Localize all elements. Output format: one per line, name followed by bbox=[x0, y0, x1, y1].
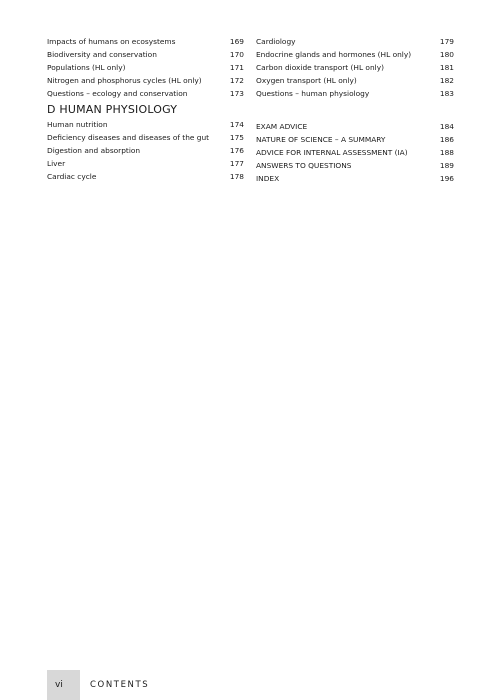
toc-entry-title: Digestion and absorption bbox=[47, 146, 141, 155]
toc-entry-title: Questions – ecology and conservation bbox=[47, 89, 188, 98]
toc-entry-page: 175 bbox=[229, 133, 244, 142]
toc-entry bbox=[47, 35, 244, 48]
toc-entry bbox=[256, 48, 454, 61]
toc-entry-page: 169 bbox=[229, 37, 244, 46]
contents-left-column bbox=[47, 35, 244, 183]
toc-entry-title: Biodiversity and conservation bbox=[47, 50, 157, 59]
toc-entry bbox=[47, 131, 244, 144]
toc-entry bbox=[47, 170, 244, 183]
toc-entry-page: 171 bbox=[229, 63, 244, 72]
toc-entry-title: Deficiency diseases and diseases of the gut bbox=[47, 133, 210, 142]
toc-entry bbox=[47, 157, 244, 170]
running-head: CONTENTS bbox=[90, 680, 150, 690]
toc-entry-title: ADVICE FOR INTERNAL ASSESSMENT (IA) bbox=[256, 148, 408, 157]
toc-entry-title: ANSWERS TO QUESTIONS bbox=[256, 161, 352, 170]
toc-entry-page: 184 bbox=[439, 122, 454, 131]
page-footer bbox=[0, 670, 500, 700]
toc-entry bbox=[256, 74, 454, 87]
toc-entry bbox=[256, 146, 454, 159]
toc-entry-page: 174 bbox=[229, 120, 244, 129]
folio-box bbox=[47, 670, 80, 700]
toc-entry-title: INDEX bbox=[256, 174, 280, 183]
toc-entry-page: 173 bbox=[229, 89, 244, 98]
toc-entry bbox=[256, 120, 454, 133]
toc-entry-title: EXAM ADVICE bbox=[256, 122, 308, 131]
toc-entry-page: 188 bbox=[439, 148, 454, 157]
toc-entry-page: 182 bbox=[439, 76, 454, 85]
toc-entry bbox=[256, 172, 454, 185]
toc-entry-page: 189 bbox=[439, 161, 454, 170]
toc-entry-title: Endocrine glands and hormones (HL only) bbox=[256, 50, 412, 59]
toc-entry-page: 181 bbox=[439, 63, 454, 72]
toc-entry bbox=[47, 87, 244, 100]
toc-entry bbox=[47, 118, 244, 131]
toc-entry-title: Nitrogen and phosphorus cycles (HL only) bbox=[47, 76, 202, 85]
toc-entry-title: Cardiac cycle bbox=[47, 172, 97, 181]
toc-entry bbox=[47, 144, 244, 157]
toc-entry-page: 196 bbox=[439, 174, 454, 183]
toc-entry bbox=[47, 61, 244, 74]
toc-entry-page: 172 bbox=[229, 76, 244, 85]
toc-entry bbox=[256, 87, 454, 100]
page-number: vi bbox=[55, 680, 63, 690]
section-gap bbox=[256, 100, 454, 120]
toc-entry-page: 178 bbox=[229, 172, 244, 181]
toc-entry-page: 177 bbox=[229, 159, 244, 168]
toc-entry-page: 183 bbox=[439, 89, 454, 98]
toc-entry-page: 180 bbox=[439, 50, 454, 59]
toc-entry bbox=[256, 133, 454, 146]
toc-entry bbox=[47, 74, 244, 87]
section-heading: D HUMAN PHYSIOLOGY bbox=[47, 103, 178, 116]
toc-entry-title: Populations (HL only) bbox=[47, 63, 126, 72]
toc-entry-page: 179 bbox=[439, 37, 454, 46]
toc-entry bbox=[256, 35, 454, 48]
toc-entry-title: Questions – human physiology bbox=[256, 89, 370, 98]
toc-entry-title: Liver bbox=[47, 159, 66, 168]
toc-entry-page: 170 bbox=[229, 50, 244, 59]
contents-right-column bbox=[256, 35, 454, 185]
toc-entry bbox=[47, 48, 244, 61]
toc-entry-title: Cardiology bbox=[256, 37, 296, 46]
toc-entry-title: NATURE OF SCIENCE – A SUMMARY bbox=[256, 135, 386, 144]
toc-entry-page: 186 bbox=[439, 135, 454, 144]
toc-entry-page: 176 bbox=[229, 146, 244, 155]
toc-entry bbox=[256, 61, 454, 74]
toc-entry bbox=[256, 159, 454, 172]
toc-entry-title: Carbon dioxide transport (HL only) bbox=[256, 63, 384, 72]
toc-entry-title: Oxygen transport (HL only) bbox=[256, 76, 357, 85]
toc-entry-title: Human nutrition bbox=[47, 120, 108, 129]
toc-entry-title: Impacts of humans on ecosystems bbox=[47, 37, 176, 46]
